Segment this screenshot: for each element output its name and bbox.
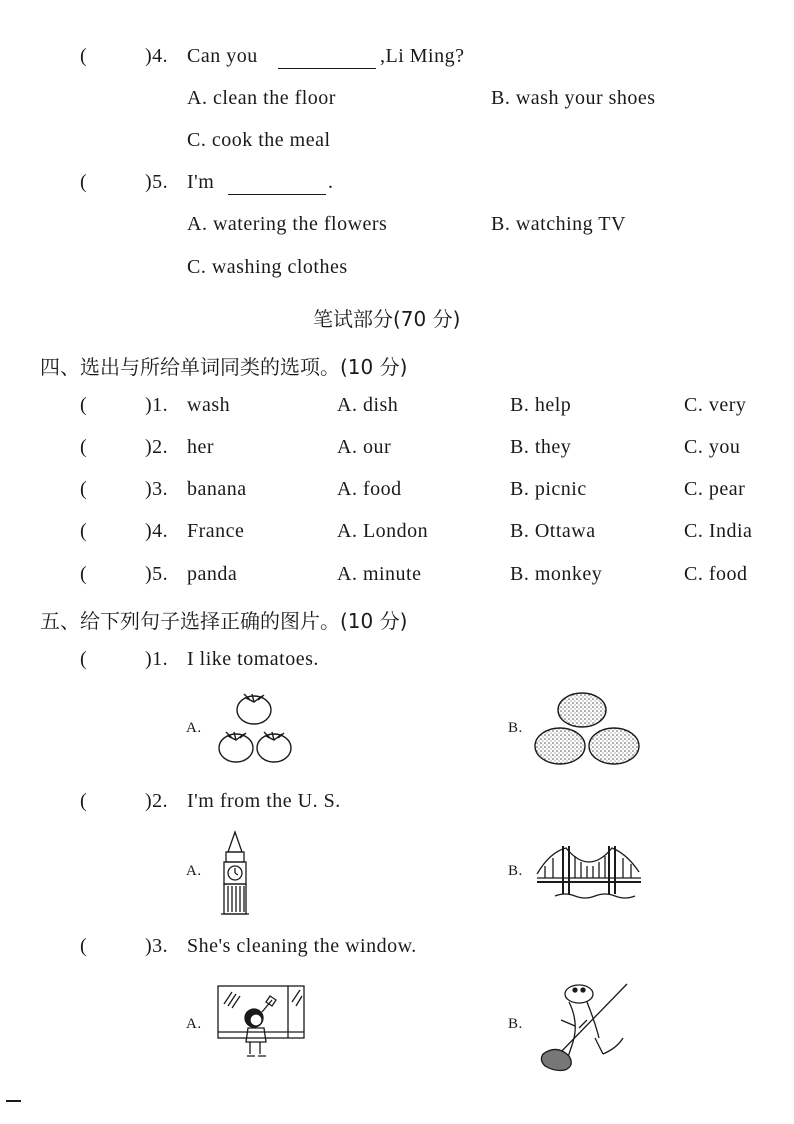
- given-word: panda: [187, 563, 238, 585]
- picture-label-a: A.: [186, 720, 202, 736]
- question-number: )1.: [145, 394, 169, 416]
- question-text-before: I'm: [187, 171, 215, 193]
- option-a: A. clean the floor: [187, 87, 336, 109]
- answer-paren-open: (: [80, 171, 87, 193]
- answer-paren-open: (: [80, 648, 87, 670]
- margin-mark: [6, 1100, 21, 1102]
- option-b: B. monkey: [510, 563, 603, 585]
- option-c: C. very: [684, 394, 747, 416]
- question-sentence: I'm from the U. S.: [187, 790, 341, 812]
- option-a: A. watering the flowers: [187, 213, 388, 235]
- question-number: )5.: [145, 563, 169, 585]
- given-word: her: [187, 436, 215, 458]
- option-c: C. India: [684, 520, 753, 542]
- question-number: )2.: [145, 790, 169, 812]
- picture-label-b: B.: [508, 863, 523, 879]
- girl-cleaning-window-picture: [212, 982, 308, 1064]
- section-title: 四、选出与所给单词同类的选项。(10 分): [40, 355, 408, 379]
- question-number: )1.: [145, 648, 169, 670]
- answer-paren-open: (: [80, 436, 87, 458]
- big-ben-picture: [218, 830, 252, 916]
- question-number: )5.: [145, 171, 169, 193]
- option-a: A. dish: [337, 394, 399, 416]
- answer-blank: [278, 48, 376, 69]
- option-a: A. our: [337, 436, 392, 458]
- answer-blank: [228, 174, 326, 195]
- option-c: C. you: [684, 436, 741, 458]
- question-text-after: ,Li Ming?: [380, 45, 465, 67]
- answer-paren-open: (: [80, 563, 87, 585]
- picture-label-b: B.: [508, 1016, 523, 1032]
- option-b: B. help: [510, 394, 572, 416]
- option-a: A. London: [337, 520, 429, 542]
- picture-label-b: B.: [508, 720, 523, 736]
- option-c: C. washing clothes: [187, 256, 348, 278]
- option-b: B. watching TV: [491, 213, 626, 235]
- question-number: )3.: [145, 935, 169, 957]
- question-text-after: .: [328, 171, 334, 193]
- answer-paren-open: (: [80, 394, 87, 416]
- crocodile-mopping-picture: [535, 980, 633, 1072]
- golden-gate-bridge-picture: [535, 838, 641, 904]
- tomatoes-picture: [210, 688, 302, 768]
- option-b: B. picnic: [510, 478, 587, 500]
- question-number: )2.: [145, 436, 169, 458]
- answer-paren-open: (: [80, 45, 87, 67]
- question-number: )4.: [145, 45, 169, 67]
- question-number: )3.: [145, 478, 169, 500]
- option-a: A. minute: [337, 563, 422, 585]
- question-sentence: I like tomatoes.: [187, 648, 319, 670]
- option-a: A. food: [337, 478, 402, 500]
- section-heading: 笔试部分(70 分): [313, 307, 461, 331]
- answer-paren-open: (: [80, 790, 87, 812]
- section-title: 五、给下列句子选择正确的图片。(10 分): [40, 609, 408, 633]
- picture-label-a: A.: [186, 1016, 202, 1032]
- given-word: France: [187, 520, 245, 542]
- option-c: C. pear: [684, 478, 746, 500]
- answer-paren-open: (: [80, 935, 87, 957]
- question-number: )4.: [145, 520, 169, 542]
- option-b: B. wash your shoes: [491, 87, 656, 109]
- potatoes-picture: [532, 690, 642, 768]
- option-b: B. Ottawa: [510, 520, 596, 542]
- question-sentence: She's cleaning the window.: [187, 935, 417, 957]
- given-word: banana: [187, 478, 247, 500]
- question-text-before: Can you: [187, 45, 258, 67]
- option-c: C. food: [684, 563, 748, 585]
- given-word: wash: [187, 394, 231, 416]
- answer-paren-open: (: [80, 520, 87, 542]
- option-b: B. they: [510, 436, 572, 458]
- option-c: C. cook the meal: [187, 129, 331, 151]
- picture-label-a: A.: [186, 863, 202, 879]
- answer-paren-open: (: [80, 478, 87, 500]
